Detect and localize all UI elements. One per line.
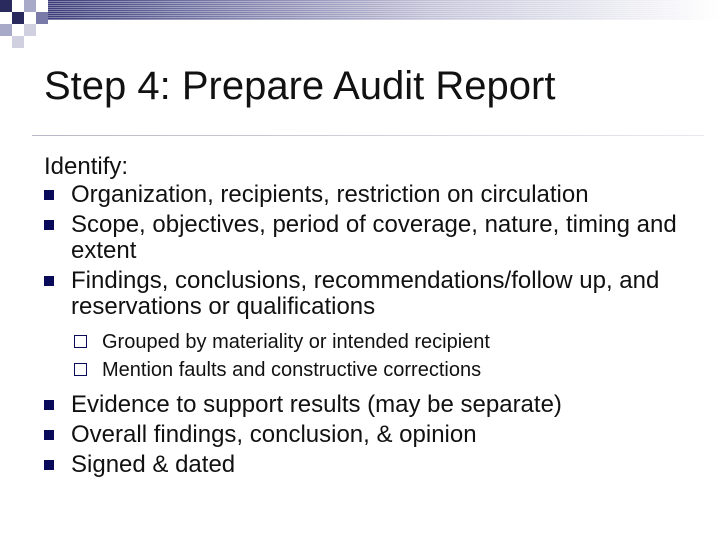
- bottom-bullet-list: [44, 392, 684, 478]
- square-bullet-icon: [44, 400, 54, 410]
- hollow-square-bullet-icon: [74, 363, 87, 376]
- square-bullet-icon: [44, 190, 54, 200]
- list-item-text: Organization, recipients, restriction on circulation: [71, 181, 589, 208]
- list-item: [44, 182, 684, 208]
- list-item-text: Evidence to support results (may be separate): [71, 391, 562, 418]
- intro-text: Identify:: [44, 153, 129, 180]
- square-bullet-icon: [44, 430, 54, 440]
- list-item: [44, 212, 684, 264]
- list-item: [44, 392, 684, 418]
- header-gradient-band: [48, 0, 720, 20]
- square-bullet-icon: [44, 276, 54, 286]
- list-item: [44, 268, 684, 320]
- sub-list-item-text: Grouped by materiality or intended recipient: [102, 331, 490, 353]
- sub-bullet-list: [74, 328, 684, 384]
- sub-list-item-text: Mention faults and constructive corrections: [102, 359, 482, 381]
- slide-body: [44, 152, 684, 482]
- list-item: [44, 422, 684, 448]
- list-item-text: Scope, objectives, period of coverage, nature, timing and extent: [71, 211, 677, 264]
- square-bullet-icon: [44, 460, 54, 470]
- square-bullet-icon: [44, 220, 54, 230]
- title-divider: [32, 135, 704, 136]
- list-item-text: Findings, conclusions, recommendations/follow up, and reservations or qualifications: [71, 267, 660, 320]
- sub-list-item: [74, 356, 684, 384]
- list-item-text: Overall findings, conclusion, & opinion: [71, 421, 477, 448]
- hollow-square-bullet-icon: [74, 335, 87, 348]
- sub-list-item: [74, 328, 684, 356]
- top-bullet-list: [44, 182, 684, 320]
- slide-title: Step 4: Prepare Audit Report: [44, 64, 556, 108]
- list-item-text: Signed & dated: [71, 451, 236, 478]
- list-item: [44, 452, 684, 478]
